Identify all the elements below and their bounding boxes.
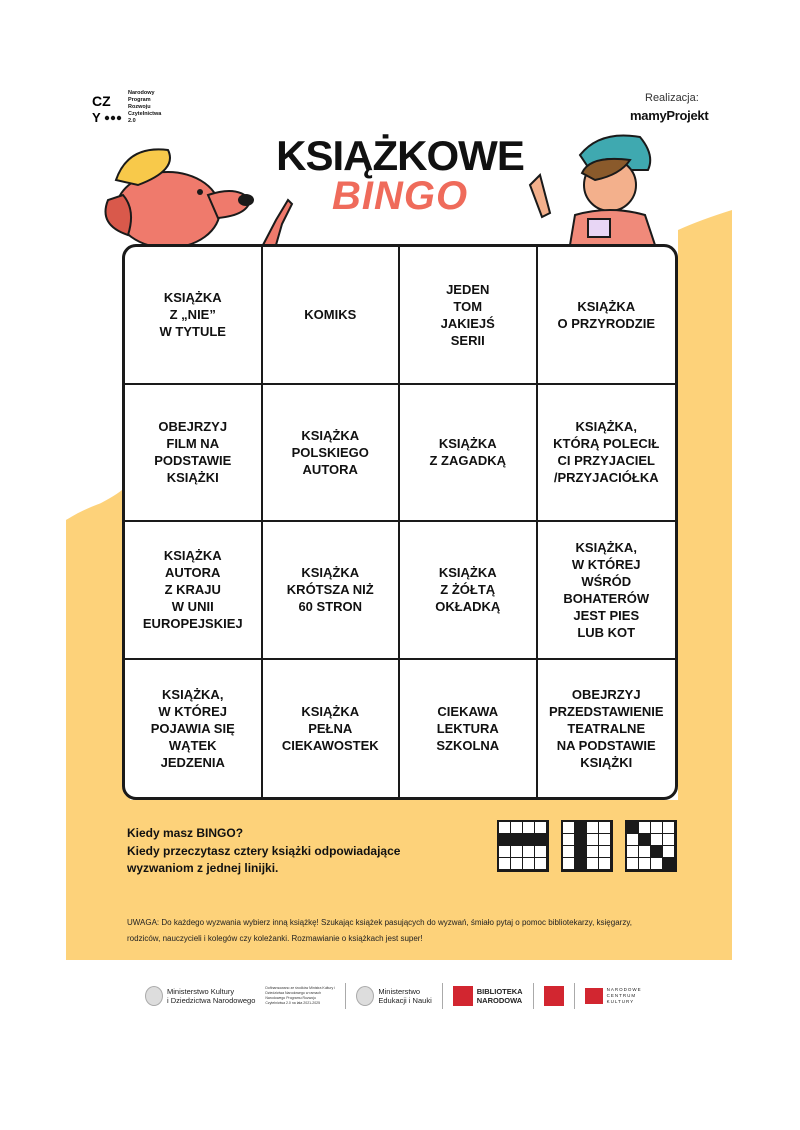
dog-illustration-icon xyxy=(98,140,298,250)
column-example-icon xyxy=(561,820,613,872)
bingo-cell[interactable]: OBEJRZYJ FILM NA PODSTAWIE KSIĄŻKI xyxy=(125,385,263,523)
program-name: Narodowy Program Rozwoju Czytelnictwa 2.0 xyxy=(128,90,162,124)
boy-illustration-icon xyxy=(520,125,670,245)
nprc-red-badge-icon xyxy=(544,986,564,1006)
mkidn-logo: Ministerstwo Kultury i Dziedzictwa Narodowego xyxy=(145,986,255,1006)
eagle-emblem-icon xyxy=(356,986,374,1006)
row-example-icon xyxy=(497,820,549,872)
divider xyxy=(345,983,346,1009)
bingo-cell[interactable]: KSIĄŻKA, KTÓRĄ POLECIŁ CI PRZYJACIEL /PRZYJACIÓŁKA xyxy=(538,385,676,523)
note-text: UWAGA: Do każdego wyzwania wybierz inną książkę! Szukając książek pasujących do wyzwań, śmiało pytaj o pomoc bibliotekarzy, księgarzy, rodziców, nauczycieli i kolegów czy koleżanki. Rozmawianie o książkach jest super! xyxy=(127,918,632,943)
czy-logo-icon xyxy=(92,92,126,126)
divider xyxy=(442,983,443,1009)
svg-text:Y: Y xyxy=(92,110,101,125)
page-title: KSIĄŻKOWE xyxy=(276,132,524,179)
bingo-cell[interactable]: CIEKAWA LEKTURA SZKOLNA xyxy=(400,660,538,798)
nck-emblem-icon xyxy=(585,988,603,1004)
bingo-cell[interactable]: KSIĄŻKA Z „NIE” W TYTULE xyxy=(125,247,263,385)
nck-logo: NARODOWE CENTRUM KULTURY xyxy=(585,987,642,1005)
mein-logo: Ministerstwo Edukacji i Nauki xyxy=(356,986,431,1006)
page-subtitle: BINGO xyxy=(331,174,469,218)
nprc-logo xyxy=(92,88,202,138)
diagonal-example-icon xyxy=(625,820,677,872)
bn-emblem-icon xyxy=(453,986,473,1006)
bingo-cell[interactable]: JEDEN TOM JAKIEJŚ SERII xyxy=(400,247,538,385)
bn-logo: BIBLIOTEKA NARODOWA xyxy=(453,986,523,1006)
bingo-cell[interactable]: KSIĄŻKA Z ZAGADKĄ xyxy=(400,385,538,523)
svg-text:CZ: CZ xyxy=(92,93,111,109)
rules-description: Kiedy przeczytasz cztery książki odpowiadające wyzwaniom z jednej linijki. xyxy=(127,844,401,875)
divider xyxy=(533,983,534,1009)
bingo-cell[interactable]: KSIĄŻKA POLSKIEGO AUTORA xyxy=(263,385,401,523)
bingo-cell[interactable]: KSIĄŻKA Z ŻÓŁTĄ OKŁADKĄ xyxy=(400,522,538,660)
bingo-cell[interactable]: OBEJRZYJ PRZEDSTAWIENIE TEATRALNE NA PODSTAWIE KSIĄŻKI xyxy=(548,686,664,770)
bingo-cell[interactable]: KOMIKS xyxy=(263,247,401,385)
divider xyxy=(574,983,575,1009)
bingo-cell[interactable]: KSIĄŻKA KRÓTSZA NIŻ 60 STRON xyxy=(263,522,401,660)
bingo-cell[interactable]: KSIĄŻKA, W KTÓREJ WŚRÓD BOHATERÓW JEST PIES LUB KOT xyxy=(538,522,676,660)
bingo-grid xyxy=(122,244,678,800)
funding-note: Dofinansowano ze środków Ministra Kultury i Dziedzictwa Narodowego w ramach Narodowego Programu Rozwoju Czytelnictwa 2.0 na lata 2021-2025 xyxy=(265,986,336,1005)
eagle-emblem-icon xyxy=(145,986,163,1006)
sponsor-bar xyxy=(145,980,665,1012)
bingo-cell[interactable]: KSIĄŻKA PEŁNA CIEKAWOSTEK xyxy=(263,660,401,798)
bingo-cell[interactable]: KSIĄŻKA AUTORA Z KRAJU W UNII EUROPEJSKIEJ xyxy=(125,522,263,660)
bingo-cell[interactable]: KSIĄŻKA, W KTÓREJ POJAWIA SIĘ WĄTEK JEDZENIA xyxy=(125,660,263,798)
bingo-cell[interactable]: KSIĄŻKA O PRZYRODZIE xyxy=(538,247,676,385)
mamyprojekt-logo: mamyProjekt xyxy=(630,108,709,123)
rules-title: Kiedy masz BINGO? xyxy=(127,826,244,840)
realizacja-label: Realizacja: xyxy=(645,92,699,104)
